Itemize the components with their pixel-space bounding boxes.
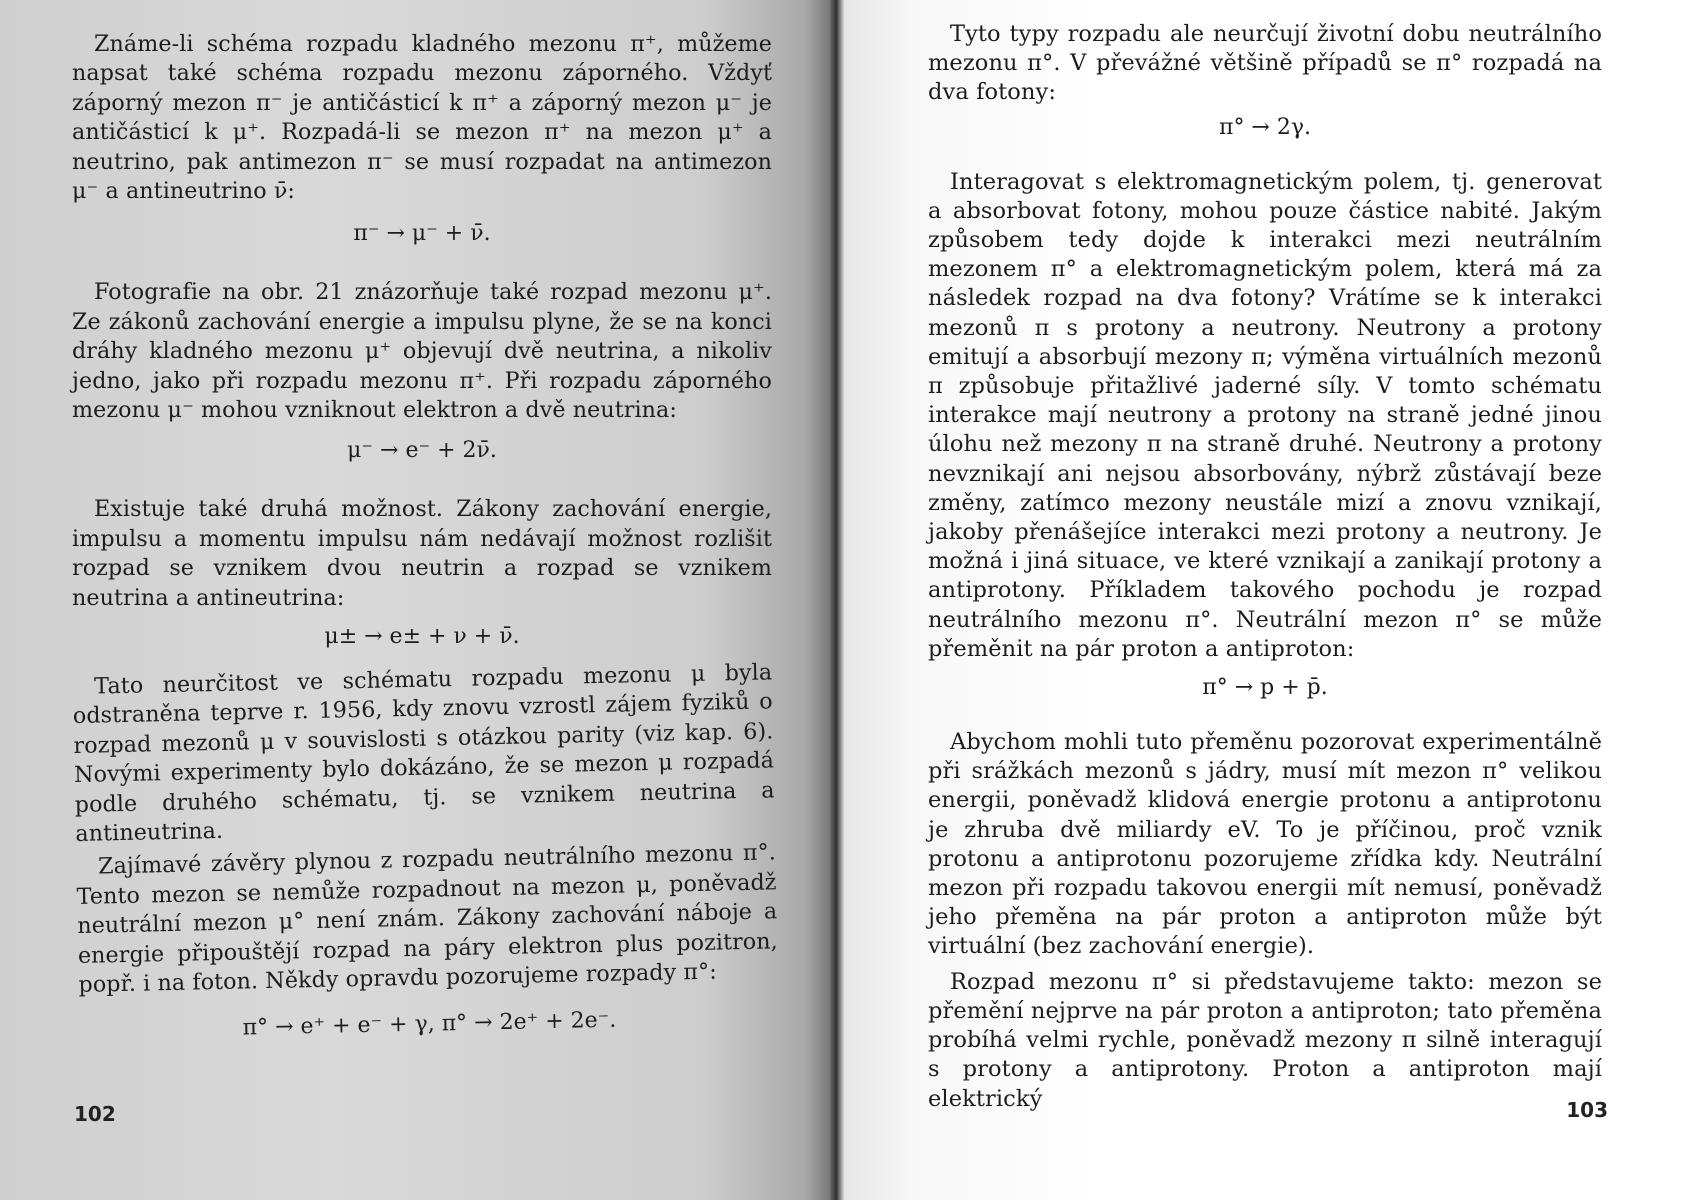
left-paragraph-2: Fotografie na obr. 21 znázorňuje také rozpad mezonu μ⁺. Ze zákonů zachování energie a impulsu plyne, že se na konci dráhy kladného mezonu μ⁺ objevují dvě neutrina, a nikoliv jedno, jako při rozpadu mezonu π⁺. Při rozpadu záporného mezonu μ⁻ mohou vzniknout elektron a dvě neutrina:	[72, 279, 772, 424]
left-tilted-block	[72, 658, 780, 1046]
right-page-number: 103	[1566, 1098, 1608, 1122]
right-paragraph-4: Rozpad mezonu π° si představujeme takto: mezon se přemění nejprve na pár proton a antiproton; tato přeměna probíhá velmi rychle, poněvadž mezony π silně interagují s protony a antiprotony. Proton a antiproton mají elektrický	[928, 968, 1602, 1112]
left-equation-2: μ⁻ → e⁻ + 2ν̄.	[347, 438, 497, 464]
right-equation-1: π° → 2γ.	[1218, 114, 1312, 140]
right-page	[844, 0, 1700, 1200]
left-paragraph-4: Tato neurčitost ve schématu rozpadu mezonu μ byla odstraněna teprve r. 1956, kdy znovu vzrostl zájem fyziků o rozpad mezonů μ v souvislosti s otázkou parity (viz kap. 6). Novými experimenty bylo dokázáno, že se mezon μ rozpadá podle druhého schématu, tj. se vznikem neutrina a antineutrina.	[72, 659, 775, 848]
left-paragraph-1: Známe-li schéma rozpadu kladného mezonu π⁺, můžeme napsat také schéma rozpadu mezonu záporného. Vždyť záporný mezon π⁻ je antičásticí k π⁺ a záporný mezon μ⁻ je antičásticí k μ⁺. Rozpadá-li se mezon π⁺ na mezon μ⁺ a neutrino, pak antimezon π⁻ se musí rozpadat na antimezon μ⁻ a antineutrino ν̄:	[72, 31, 772, 205]
left-paragraph-5: Zajímavé závěry plynou z rozpadu neutrálního mezonu π°. Tento mezon se nemůže rozpadnout na mezon μ, poněvadž neutrální mezon μ° není znám. Zákony zachování náboje a energie připouštějí rozpad na páry elektron plus pozitron, popř. i na foton. Někdy opravdu pozorujeme rozpady π°:	[76, 839, 779, 999]
left-page-number: 102	[74, 1102, 116, 1126]
left-paragraph-3: Existuje také druhá možnost. Zákony zachování energie, impulsu a momentu impulsu nám nedávají možnost rozlišit rozpad se vznikem dvou neutrin a rozpad se vznikem neutrina a antineutrina:	[72, 496, 772, 611]
left-equation-4: π° → e⁺ + e⁻ + γ, π° → 2e⁺ + 2e⁻.	[242, 1008, 617, 1042]
left-equation-3: μ± → e± + ν + ν̄.	[324, 624, 520, 650]
book-gutter	[830, 0, 844, 1200]
right-paragraph-1: Tyto typy rozpadu ale neurčují životní dobu neutrálního mezonu π°. V převážné většině případů se π° rozpadá na dva fotony:	[928, 21, 1602, 106]
right-equation-2: π° → p + p̄.	[1202, 675, 1328, 701]
right-paragraph-2: Interagovat s elektromagnetickým polem, tj. generovat a absorbovat fotony, mohou pouze částice nabité. Jakým způsobem tedy dojde k interakci mezi neutrálním mezonem π° a elektromagnetickým polem, která má za následek rozpad na dva fotony? Vrátíme se k interakci mezonů π s protony a neutrony. Neutrony a protony emitují a absorbují mezony π; výměna virtuálních mezonů π způsobuje přitažlivé jaderné síly. V tomto schématu interakce mají neutrony a protony na straně jedné jinou úlohu než mezony π na straně druhé. Neutrony a protony nevznikají ani nejsou absorbovány, nýbrž zůstávají beze změny, zatímco mezony neustále mizí a znovu vznikají, jakoby přenášejíce interakci mezi protony a neutrony. Je možná i jiná situace, ve které vznikají a zanikají protony a antiprotony. Příkladem takového pochodu je rozpad neutrálního mezonu π°. Neutrální mezon π° se může přeměnit na pár proton a antiproton:	[928, 168, 1602, 662]
right-paragraph-3: Abychom mohli tuto přeměnu pozorovat experimentálně při srážkách mezonů s jádry, musí mít mezon π° velikou energii, poněvadž klidová energie protonu a antiprotonu je zhruba dvě miliardy eV. To je příčinou, proč vznik protonu a antiprotonu pozorujeme zřídka kdy. Neutrální mezon při rozpadu takovou energii mít nemusí, poněvadž jeho přeměna na pár proton a antiproton může být virtuální (bez zachování energie).	[928, 729, 1602, 960]
left-equation-1: π⁻ → μ⁻ + ν̄.	[353, 221, 491, 247]
left-page	[0, 0, 830, 1200]
